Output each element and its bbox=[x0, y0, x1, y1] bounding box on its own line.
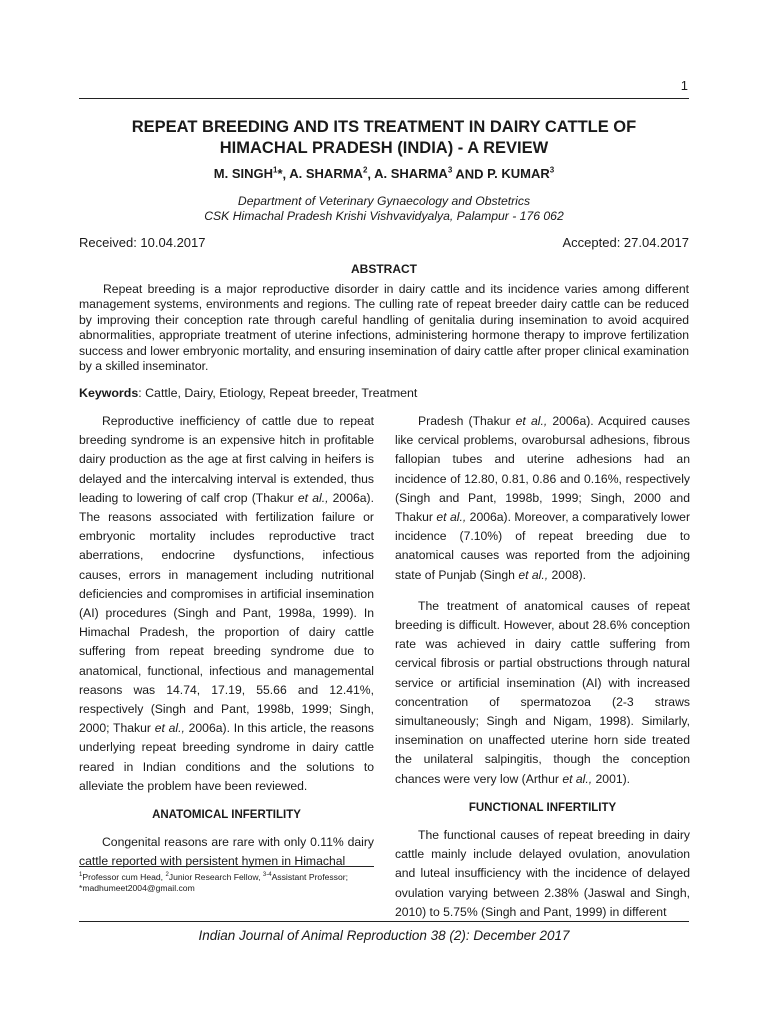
received-date: Received: 10.04.2017 bbox=[79, 235, 206, 250]
title-line-2: HIMACHAL PRADESH (INDIA) - A REVIEW bbox=[219, 139, 549, 157]
article-title bbox=[79, 117, 689, 159]
header-rule bbox=[79, 98, 689, 99]
body-paragraph: Reproductive inefficiency of cattle due to repeat breeding syndrome is an expensive hitch in profitable dairy production as the age at first calving in heifers is delayed and the intercalving interval is extended, thus leading to lowering of calf crop (Thakur et al., 2006a). The reasons associated with fertilization failure or embryonic mortality includes reproductive tract aberrations, endocrine dysfunctions, infectious causes, errors in management including nutritional deficiencies and compromises in artificial insemination (AI) procedures (Singh and Pant, 1998a, 1999). In Himachal Pradesh, the proportion of dairy cattle suffering from repeat breeding syndrome due to anatomical, functional, infectious and managemental reasons was 14.74, 17.19, 55.66 and 12.41%, respectively (Singh and Pant, 1998b, 1999; Singh, 2000; Thakur et al., 2006a). In this article, the reasons underlying repeat breeding syndrome in dairy cattle reared in Indian conditions and the solutions to alleviate the problem have been reviewed. bbox=[79, 414, 374, 793]
body-paragraph: Pradesh (Thakur et al., 2006a). Acquired causes like cervical problems, ovarobursal adhesions, fibrous fallopian tubes and uterine adhesions had an incidence of 12.80, 0.81, 0.86 and 0.16%, respectively (Singh and Pant, 1998b, 1999; Singh, 2000 and Thakur et al., 2006a). Moreover, a comparatively lower incidence (7.10%) of repeat breeding due to anatomical causes was reported from the adjoining state of Punjab (Singh et al., 2008). bbox=[395, 414, 690, 582]
footnote-affiliations: $^1$Professor cum Head, $^2$Junior Research Fellow, $^{3-4}$Assistant Professor; bbox=[79, 871, 348, 882]
author-name: M. SINGH$^1$* bbox=[213, 166, 283, 182]
affiliation-university: CSK Himachal Pradesh Krishi Vishvavidyalya, Palampur - 176 062 bbox=[204, 209, 564, 223]
affiliation bbox=[79, 194, 689, 224]
author-name: P. KUMAR$^3$ bbox=[487, 166, 555, 182]
footnote-rule bbox=[79, 866, 374, 867]
body-paragraph: The treatment of anatomical causes of repeat breeding is difficult. However, about 28.6% conception rate was achieved in dairy cattle suffering from cervical fibrosis or partial obstructions through natural service or artificial insemination (AI) with increased concentration of spermatozoa (2-3 straws simultaneously; Singh and Nigam, 1998). Similarly, insemination on unaffected uterine horn side treated the unilateral salpingitis, though the conception chances were very low (Arthur et al., 2001). bbox=[395, 598, 690, 786]
left-column bbox=[79, 412, 374, 872]
keywords-label: Keywords bbox=[79, 386, 139, 400]
footnote bbox=[79, 870, 379, 894]
author-name: A. SHARMA$^3$ bbox=[374, 166, 453, 182]
title-line-1: REPEAT BREEDING AND ITS TREATMENT IN DAIRY CATTLE OF bbox=[131, 118, 637, 136]
journal-citation: Indian Journal of Animal Reproduction 38 (2): December 2017 bbox=[198, 928, 570, 943]
section-heading-functional: FUNCTIONAL INFERTILITY bbox=[468, 801, 617, 814]
footnote-email: *madhumeet2004@gmail.com bbox=[79, 882, 195, 893]
keywords-list: : Cattle, Dairy, Etiology, Repeat breeder, Treatment bbox=[138, 386, 418, 400]
author-name: A. SHARMA$^2$ bbox=[289, 166, 368, 182]
footer-rule bbox=[79, 921, 689, 922]
right-column bbox=[395, 412, 690, 922]
affiliation-department: Department of Veterinary Gynaecology and Obstetrics bbox=[237, 194, 531, 208]
section-heading-anatomical: ANATOMICAL INFERTILITY bbox=[152, 809, 301, 822]
abstract-text: Repeat breeding is a major reproductive disorder in dairy cattle and its incidence varies among different management systems, environments and regions. The culling rate of repeat breeder dairy cattle can be reduced by improving their conception rate through careful handling of genitalia during insemination to avoid acquired abnormalities, appropriate treatment of uterine infections, administering hormone therapy to improve fertilization success and lower embryonic mortality, and ensuring insemination of dairy cattle after proper clinical examination by a skilled inseminator. bbox=[79, 282, 689, 374]
abstract-heading: ABSTRACT bbox=[351, 262, 417, 276]
accepted-date: Accepted: 27.04.2017 bbox=[562, 235, 689, 250]
page-number: 1 bbox=[680, 78, 688, 93]
author-list: M. SINGH$^1$*, A. SHARMA$^2$, A. SHARMA$^3$ AND P. KUMAR$^3$ bbox=[213, 166, 555, 182]
keywords bbox=[79, 386, 689, 400]
body-paragraph: Congenital reasons are rare with only 0.11% dairy cattle reported with persistent hymen in Himachal bbox=[79, 835, 374, 869]
body-paragraph: The functional causes of repeat breeding in dairy cattle mainly include delayed ovulation, anovulation and luteal insufficiency with the incidence of delayed ovulation varying between 2.38% (Jaswal and Singh, 2010) to 5.75% (Singh and Pant, 1999) in different bbox=[395, 828, 690, 919]
